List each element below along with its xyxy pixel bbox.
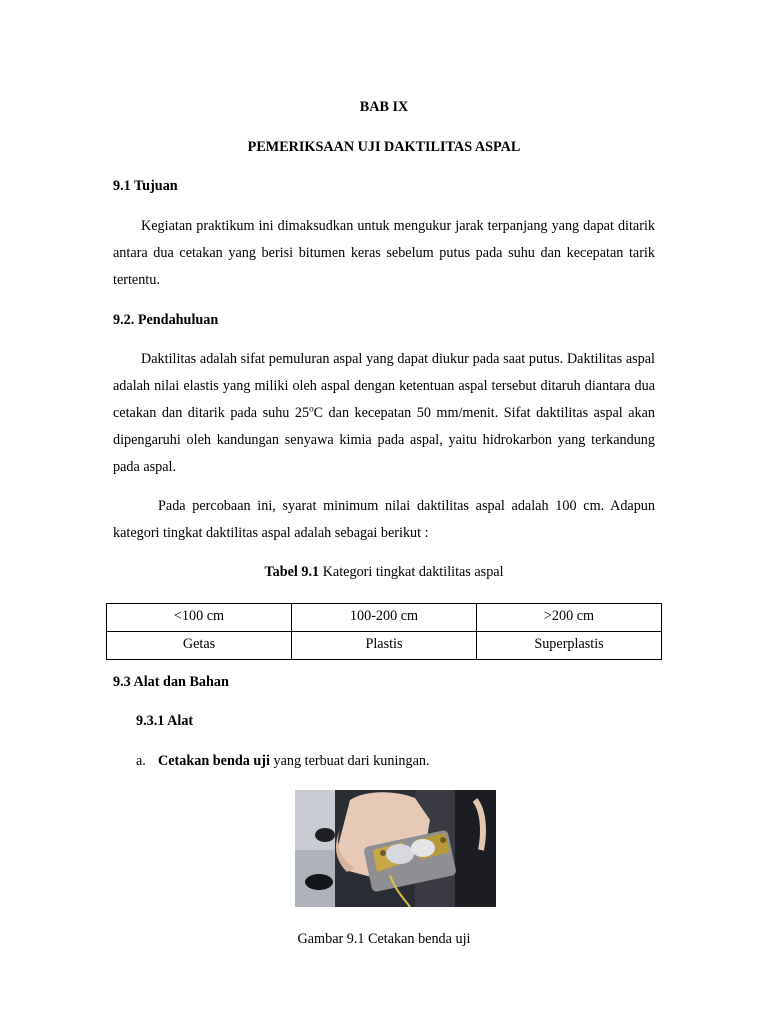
table-cell: Getas bbox=[107, 632, 292, 660]
section-heading-alat-bahan: 9.3 Alat dan Bahan bbox=[113, 674, 229, 690]
section-heading-pendahuluan: 9.2. Pendahuluan bbox=[113, 312, 219, 328]
degree-superscript: o bbox=[309, 403, 314, 414]
subsection-heading-alat: 9.3.1 Alat bbox=[136, 713, 194, 729]
mold-photo bbox=[295, 790, 496, 907]
paragraph-tujuan: Kegiatan praktikum ini dimaksudkan untuk mengukur jarak terpanjang yang dapat ditarik antara dua cetakan yang berisi bitumen keras sebelum putus pada suhu dan kecepatan tarik tertentu. bbox=[113, 218, 655, 288]
list-item-marker: a. bbox=[136, 753, 146, 769]
list-item-text: yang terbuat dari kuningan. bbox=[269, 753, 430, 769]
table-caption bbox=[0, 559, 768, 586]
paragraph-percobaan: Pada percobaan ini, syarat minimum nilai daktilitas aspal adalah 100 cm. Adapun kategori tingkat daktilitas aspal adalah sebagai berikut : bbox=[113, 498, 655, 541]
table-caption-text: Kategori tingkat daktilitas aspal bbox=[319, 564, 504, 580]
paragraph-pendahuluan bbox=[113, 346, 655, 481]
mold-photo-illustration bbox=[295, 790, 496, 907]
list-item bbox=[158, 748, 430, 775]
table-cell: Plastis bbox=[292, 632, 477, 660]
table-row bbox=[107, 604, 662, 632]
figure-caption: Gambar 9.1 Cetakan benda uji bbox=[297, 931, 471, 947]
section-heading-tujuan: 9.1 Tujuan bbox=[113, 178, 178, 194]
ductility-category-table bbox=[106, 603, 662, 660]
chapter-label: BAB IX bbox=[359, 99, 409, 115]
table-cell: 100-200 cm bbox=[292, 604, 477, 632]
table-cell: <100 cm bbox=[107, 604, 292, 632]
paragraph-pendahuluan-part1: Daktilitas adalah sifat pemuluran aspal yang dapat diukur pada saat putus. Daktilitas aspal adalah nilai elastis yang miliki oleh aspal dengan ketentuan aspal tersebut ditaruh diantara dua cetakan dan ditarik pada suhu 25 bbox=[113, 351, 655, 421]
page-title: PEMERIKSAAN UJI DAKTILITAS ASPAL bbox=[247, 139, 521, 155]
table-caption-label: Tabel 9.1 bbox=[264, 564, 320, 580]
table-cell: >200 cm bbox=[477, 604, 662, 632]
list-item-bold: Cetakan benda uji bbox=[158, 753, 270, 769]
paragraph-pendahuluan-part2: C dan kecepatan 50 mm/menit. Sifat daktilitas aspal akan dipengaruhi oleh kandungan senyawa kimia pada aspal, yaitu hidrokarbon yang terkandung pada aspal. bbox=[113, 405, 656, 475]
table-cell: Superplastis bbox=[477, 632, 662, 660]
table-row bbox=[107, 632, 662, 660]
